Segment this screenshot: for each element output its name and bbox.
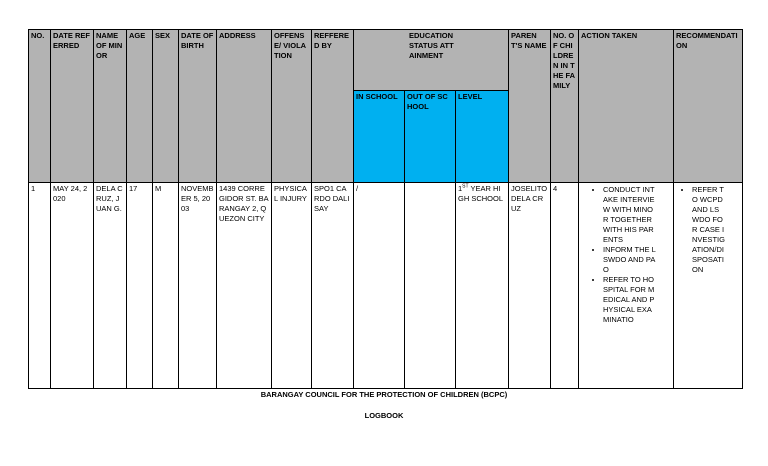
cell-no: 1 [29, 183, 51, 389]
col-header-in-school: IN SCHOOL [354, 91, 405, 183]
header-row-top [29, 30, 743, 91]
cell-sex: M [153, 183, 179, 389]
level-text: YEAR HIGH SCHOOL [458, 184, 504, 203]
col-header-offense: OFFENSE/ VIOLATION [272, 30, 312, 183]
col-header-no-of-children: NO. OF CHILDREN IN THE FAMILY [551, 30, 579, 183]
cell-offense: PHYSICAL INJURY [272, 183, 312, 389]
col-header-parents-name: PARENT'S NAME [509, 30, 551, 183]
footer-subtitle: LOGBOOK [364, 411, 404, 420]
col-header-referred-by: REFFERED BY [312, 30, 354, 183]
col-header-date-referred: DATE REFERRED [51, 30, 94, 183]
cell-parents-name: JOSELITO DELA CRUZ [509, 183, 551, 389]
col-header-out-of-school: OUT OF SCHOOL [405, 91, 456, 183]
cell-age: 17 [127, 183, 153, 389]
cell-in-school: / [354, 183, 405, 389]
logbook-table [28, 29, 743, 389]
cell-recommendation [674, 183, 743, 389]
cell-address: 1439 CORREGIDOR ST. BARANGAY 2, QUEZON CITY [217, 183, 272, 389]
recommendation-list [676, 185, 726, 275]
education-status-label: EDUCATION STATUS ATTAINMENT [409, 31, 454, 60]
col-header-age: AGE [127, 30, 153, 183]
col-header-address: ADDRESS [217, 30, 272, 183]
recommendation-item: • REFER TO WCPD AND LSWDO FOR CASE INVESTIGATION/DISPOSATION [692, 185, 726, 275]
col-header-level: LEVEL [456, 91, 509, 183]
table-row [29, 183, 743, 389]
col-header-date-of-birth: DATE OF BIRTH [179, 30, 217, 183]
col-header-name-of-minor: NAME OF MINOR [94, 30, 127, 183]
cell-referred-by: SPO1 CARDO DALISAY [312, 183, 354, 389]
col-header-recommendation: RECOMMENDATION [674, 30, 743, 183]
col-header-sex: SEX [153, 30, 179, 183]
action-item: • REFER TO HOSPITAL FOR MEDICAL AND PHYSICAL EXAMINATIO [603, 275, 657, 325]
cell-no-of-children: 4 [551, 183, 579, 389]
level-ordinal: 1 [458, 184, 463, 193]
cell-date-of-birth: NOVEMBER 5, 2003 [179, 183, 217, 389]
action-list [581, 185, 657, 325]
cell-out-of-school [405, 183, 456, 389]
action-item: • INFORM THE LSWDO AND PAO [603, 245, 657, 275]
footer-title: BARANGAY COUNCIL FOR THE PROTECTION OF CHILDREN (BCPC) [260, 390, 508, 399]
cell-level [456, 183, 509, 389]
cell-name: DELA CRUZ, JUAN G. [94, 183, 127, 389]
level-suffix: ST [462, 183, 469, 190]
col-header-action-taken: ACTION TAKEN [579, 30, 674, 183]
action-item: • CONDUCT INTAKE INTERVIEW WITH MINOR TOGETHER WITH HIS PARENTS [603, 185, 657, 245]
cell-action-taken [579, 183, 674, 389]
cell-date-referred: MAY 24, 2020 [51, 183, 94, 389]
col-header-no: NO. [29, 30, 51, 183]
col-header-education-status [354, 30, 509, 91]
